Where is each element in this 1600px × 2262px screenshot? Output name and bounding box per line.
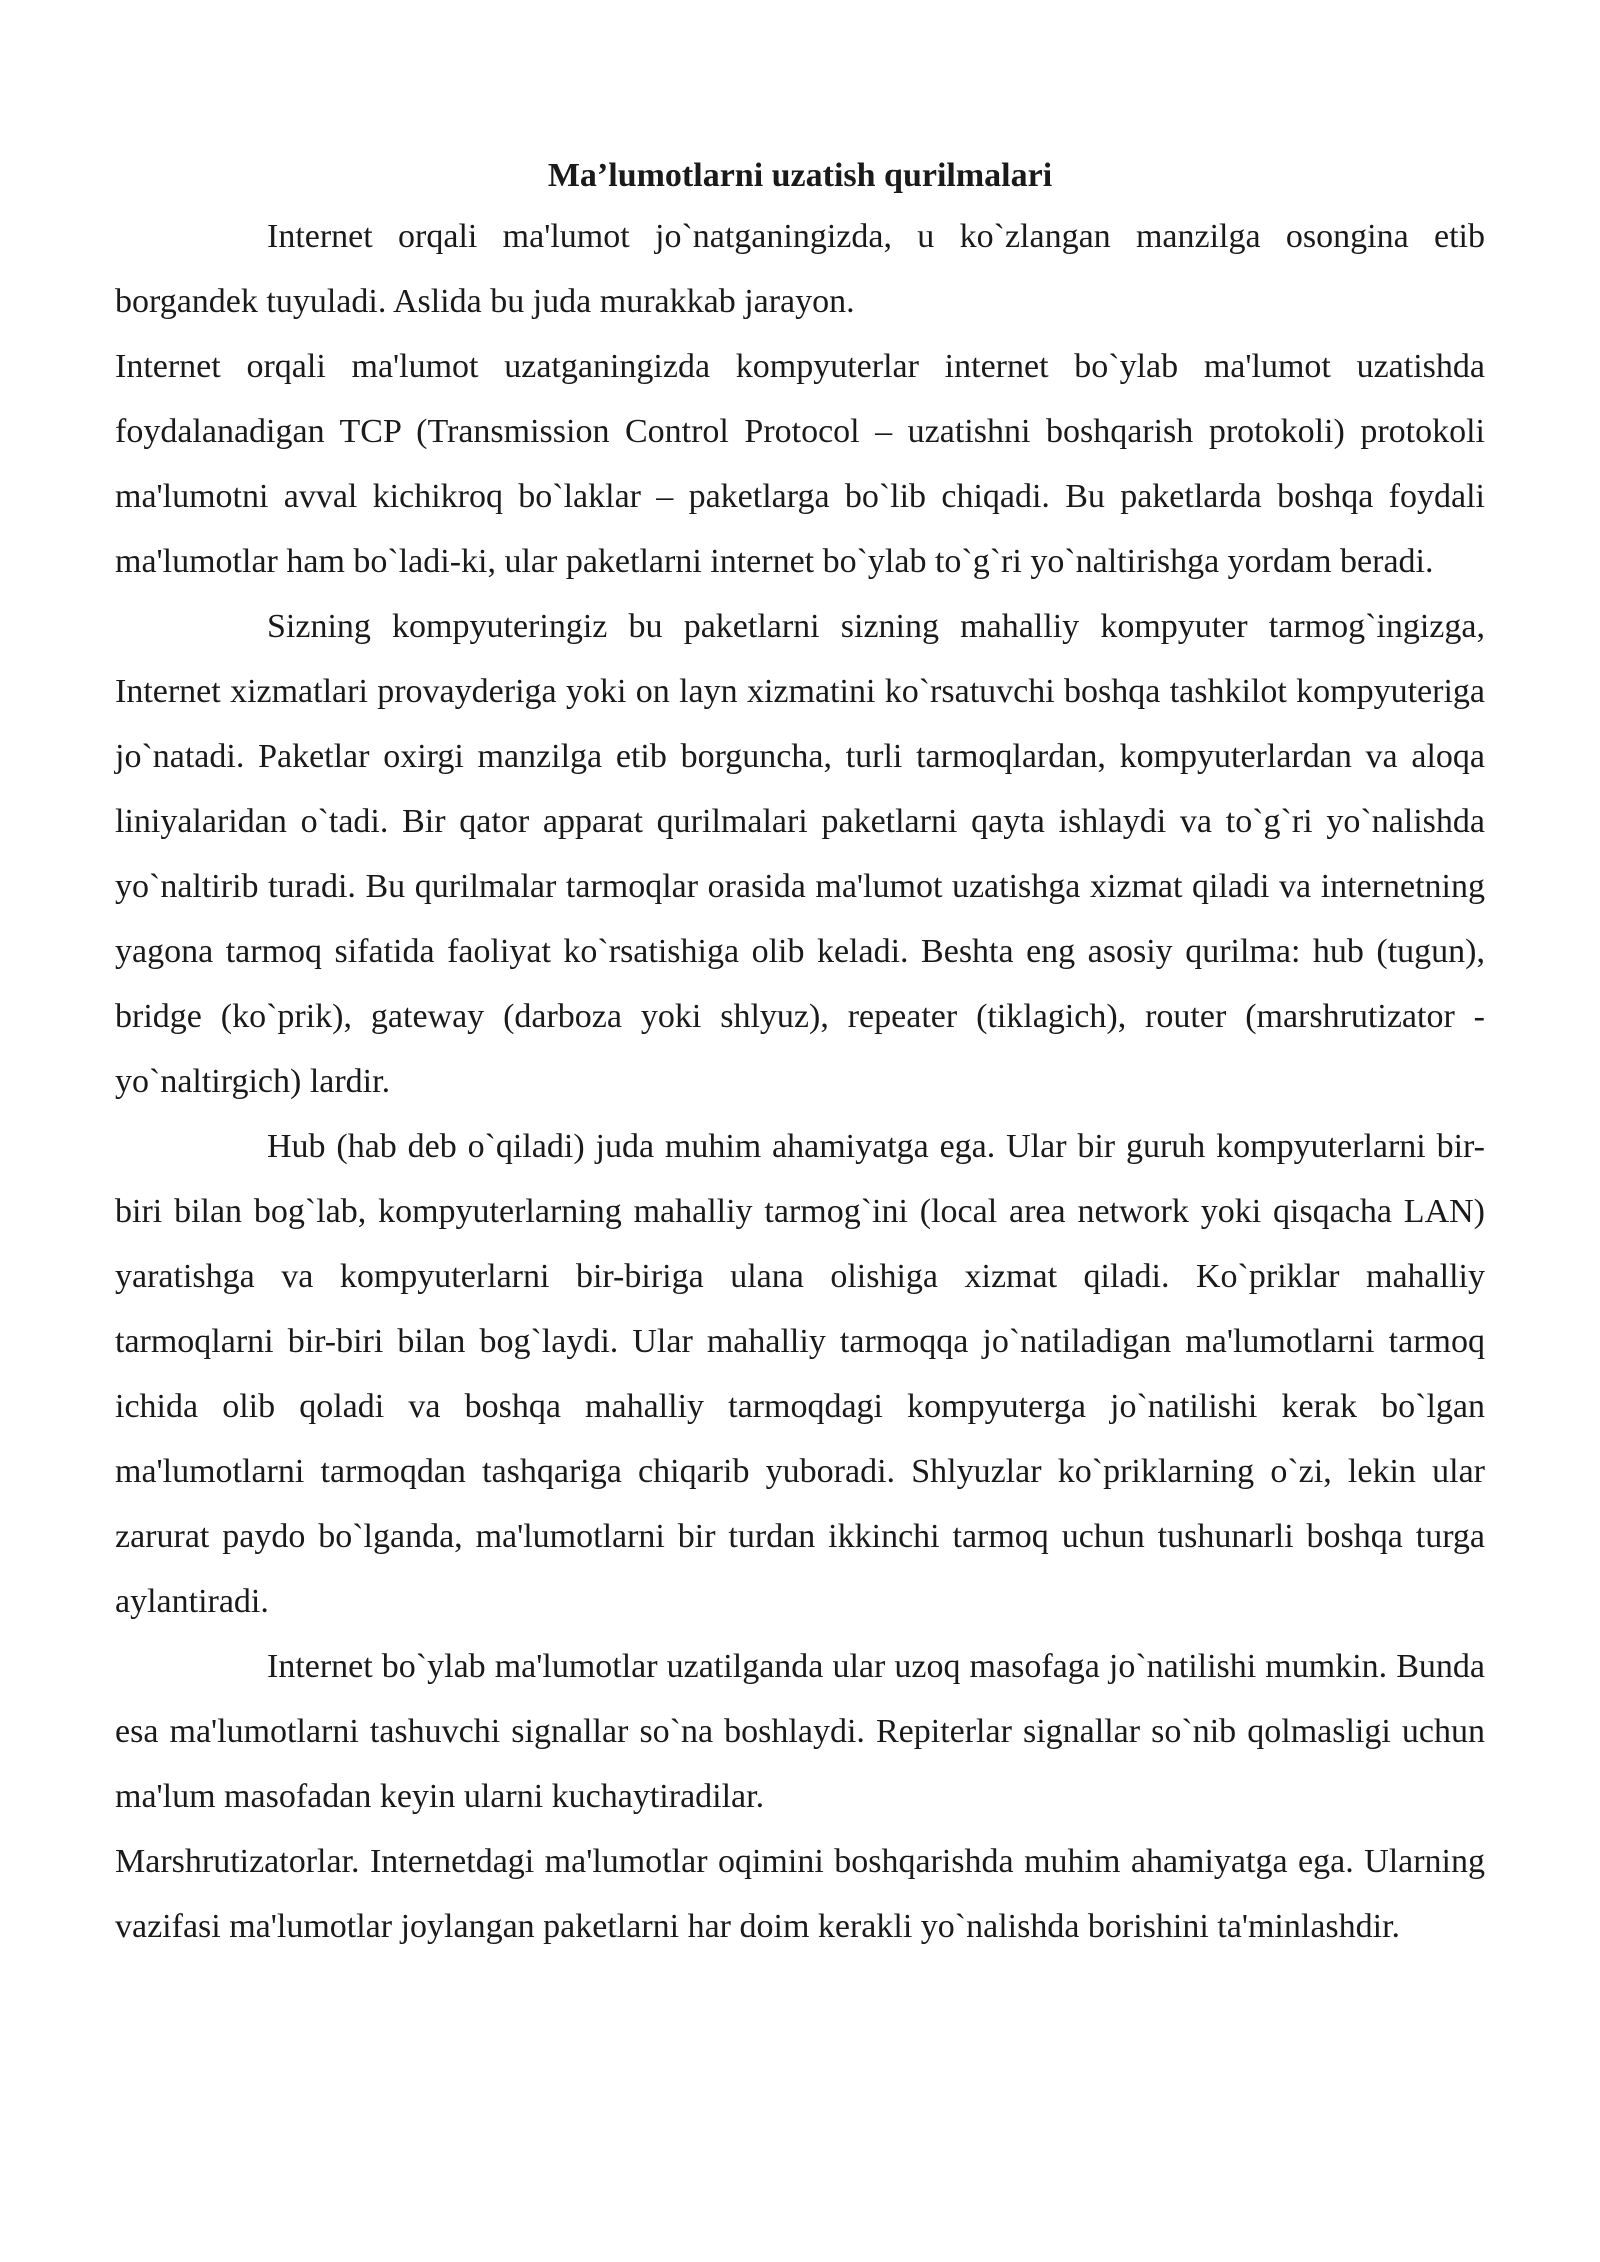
paragraph-packets: Sizning kompyuteringiz bu paketlarni sizning mahalliy kompyuter tarmog`ingizga, Internet xizmatlari provayderiga yoki on layn xizmatini ko`rsatuvchi boshqa tashkilot kompyuteriga jo`natadi. Paketlar oxirgi manzilga etib borguncha, turli tarmoqlardan, kompyuterlardan va aloqa liniyalaridan o`tadi. Bir qator apparat qurilmalari paketlarni qayta ishlaydi va to`g`ri yo`nalishda yo`naltirib turadi. Bu qurilmalar tarmoqlar orasida ma'lumot uzatishga xizmat qiladi va internetning yagona tarmoq sifatida faoliyat ko`rsatishiga olib keladi. Beshta eng asosiy qurilma: hub (tugun), bridge (ko`prik), gateway (darboza yoki shlyuz), repeater (tiklagich), router (marshrutizator - yo`naltirgich) lardir. [115,608,1485,1100]
paragraph-intro: Internet orqali ma'lumot jo`natganingizda, u ko`zlangan manzilga osongina etib borgandek tuyuladi. Aslida bu juda murakkab jarayon. [115,218,1485,320]
document-page [115,148,1485,1959]
paragraph-tcp: Internet orqali ma'lumot uzatganingizda kompyuterlar internet bo`ylab ma'lumot uzatishda foydalanadigan TCP (Transmission Control Protocol – uzatishni boshqarish protokoli) protokoli ma'lumotni avval kichikroq bo`laklar – paketlarga bo`lib chiqadi. Bu paketlarda boshqa foydali ma'lumotlar ham bo`ladi-ki, ular paketlarni internet bo`ylab to`g`ri yo`naltirishga yordam beradi. [115,348,1485,580]
paragraph-repeater: Internet bo`ylab ma'lumotlar uzatilganda ular uzoq masofaga jo`natilishi mumkin. Bunda esa ma'lumotlarni tashuvchi signallar so`na boshlaydi. Repiterlar signallar so`nib qolmasligi uchun ma'lum masofadan keyin ularni kuchaytiradilar. [115,1648,1485,1815]
document-title: Ma’lumotlarni uzatish qurilmalari [547,157,1053,194]
paragraph-hub: Hub (hab deb o`qiladi) juda muhim ahamiyatga ega. Ular bir guruh kompyuterlarni bir-biri bilan bog`lab, kompyuterlarning mahalliy tarmog`ini (local area network yoki qisqacha LAN) yaratishga va kompyuterlarni bir-biriga ulana olishiga xizmat qiladi. Ko`priklar mahalliy tarmoqlarni bir-biri bilan bog`laydi. Ular mahalliy tarmoqqa jo`natiladigan ma'lumotlarni tarmoq ichida olib qoladi va boshqa mahalliy tarmoqdagi kompyuterga jo`natilishi kerak bo`lgan ma'lumotlarni tarmoqdan tashqariga chiqarib yuboradi. Shlyuzlar ko`priklarning o`zi, lekin ular zarurat paydo bo`lganda, ma'lumotlarni bir turdan ikkinchi tarmoq uchun tushunarli boshqa turga aylantiradi. [115,1128,1485,1620]
paragraph-router: Marshrutizatorlar. Internetdagi ma'lumotlar oqimini boshqarishda muhim ahamiyatga ega. Ularning vazifasi ma'lumotlar joylangan paketlarni har doim kerakli yo`nalishda borishini ta'minlashdir. [115,1843,1485,1945]
